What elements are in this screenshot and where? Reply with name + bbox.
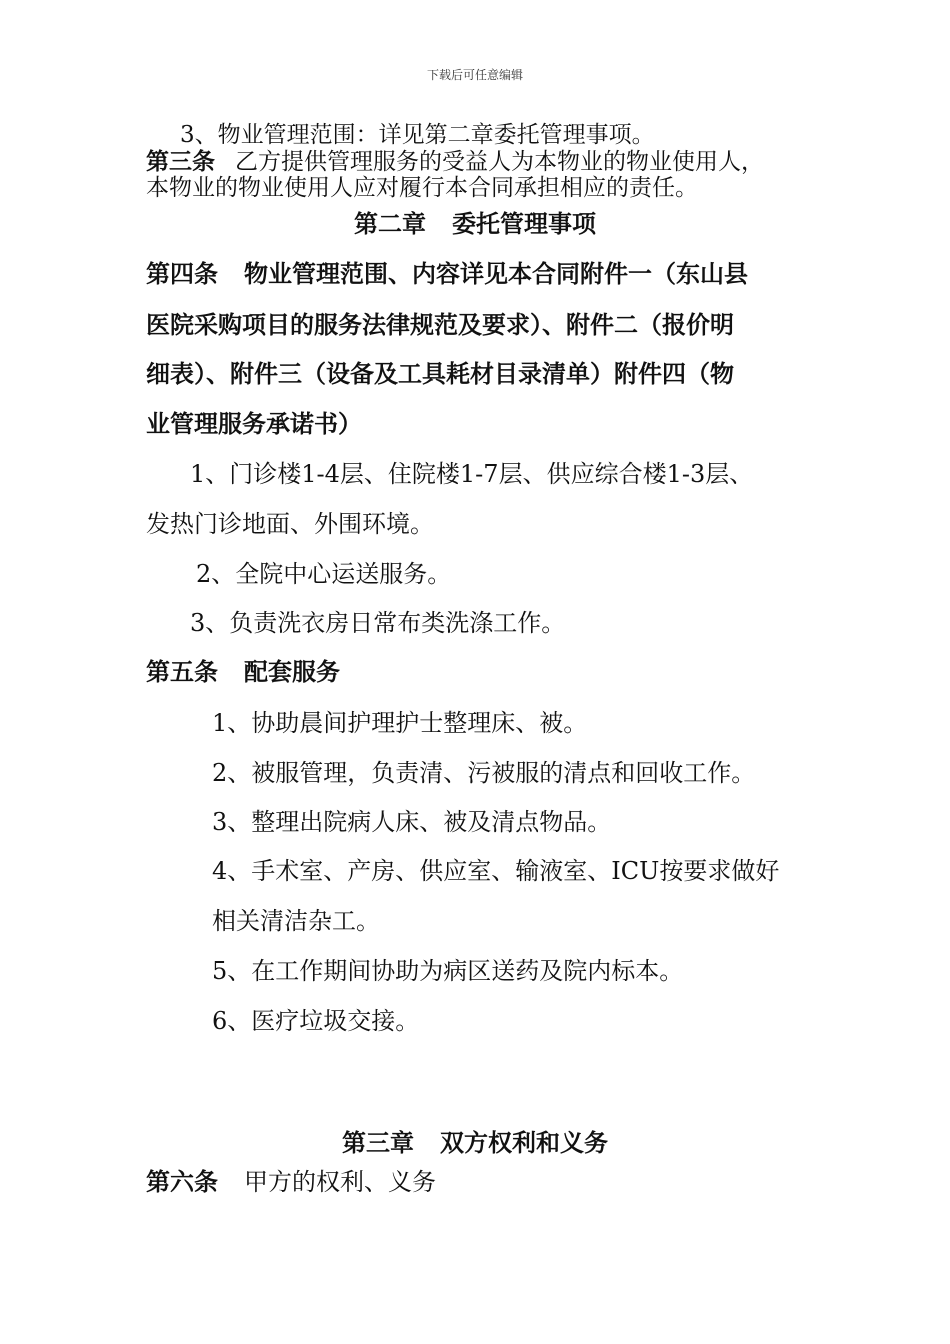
article-5-subject: 配套服务 <box>244 657 340 686</box>
article-5-item-5: 5、在工作期间协助为病区送药及院内标本。 <box>212 957 684 985</box>
article-5-heading <box>146 657 340 686</box>
chapter-2-number: 第二章 <box>354 209 426 238</box>
article-5-item-4-cont: 相关清洁杂工。 <box>212 907 380 935</box>
chapter-2-heading <box>0 209 950 238</box>
article-5-title: 第五条 <box>146 657 218 686</box>
article-4-item-2: 2、全院中心运送服务。 <box>196 560 452 588</box>
article-5-item-2: 2、被服管理，负责清、污被服的清点和回收工作。 <box>212 759 756 787</box>
scope-item-3: 3、物业管理范围：详见第二章委托管理事项。 <box>180 122 655 148</box>
article-4-item-1-cont: 发热门诊地面、外围环境。 <box>146 510 434 538</box>
article-3-title: 第三条 <box>146 148 215 175</box>
article-5-item-1: 1、协助晨间护理护士整理床、被。 <box>212 709 588 737</box>
article-6-heading <box>146 1167 436 1196</box>
article-3-text-2: 本物业的物业使用人应对履行本合同承担相应的责任。 <box>146 175 698 201</box>
article-4-text-4: 业管理服务承诺书） <box>146 409 362 438</box>
page-header-note: 下载后可任意编辑 <box>426 68 523 82</box>
article-3-text-1: 乙方提供管理服务的受益人为本物业的物业使用人， <box>235 149 764 175</box>
chapter-2-title: 委托管理事项 <box>452 209 596 238</box>
article-4-line-1 <box>146 259 748 288</box>
article-5-item-6: 6、医疗垃圾交接。 <box>212 1007 420 1035</box>
article-3-line-1 <box>146 150 764 174</box>
article-4-text-3: 细表）、附件三（设备及工具耗材目录清单）附件四（物 <box>146 359 734 388</box>
article-6-title: 第六条 <box>146 1167 218 1196</box>
chapter-3-heading <box>0 1128 950 1157</box>
chapter-3-number: 第三章 <box>342 1128 414 1157</box>
article-5-item-4: 4、手术室、产房、供应室、输液室、ICU按要求做好 <box>212 857 780 885</box>
chapter-3-title: 双方权利和义务 <box>440 1128 608 1157</box>
article-6-subject: 甲方的权利、义务 <box>244 1168 436 1196</box>
article-4-item-3: 3、负责洗衣房日常布类洗涤工作。 <box>190 609 566 637</box>
article-4-text-1: 物业管理范围、内容详见本合同附件一（东山县 <box>244 259 748 288</box>
article-4-text-2: 医院采购项目的服务法律规范及要求）、附件二（报价明 <box>146 310 734 339</box>
article-4-item-1: 1、门诊楼1-4层、住院楼1-7层、供应综合楼1-3层、 <box>190 460 754 488</box>
article-4-title: 第四条 <box>146 259 218 288</box>
article-5-item-3: 3、整理出院病人床、被及清点物品。 <box>212 808 612 836</box>
